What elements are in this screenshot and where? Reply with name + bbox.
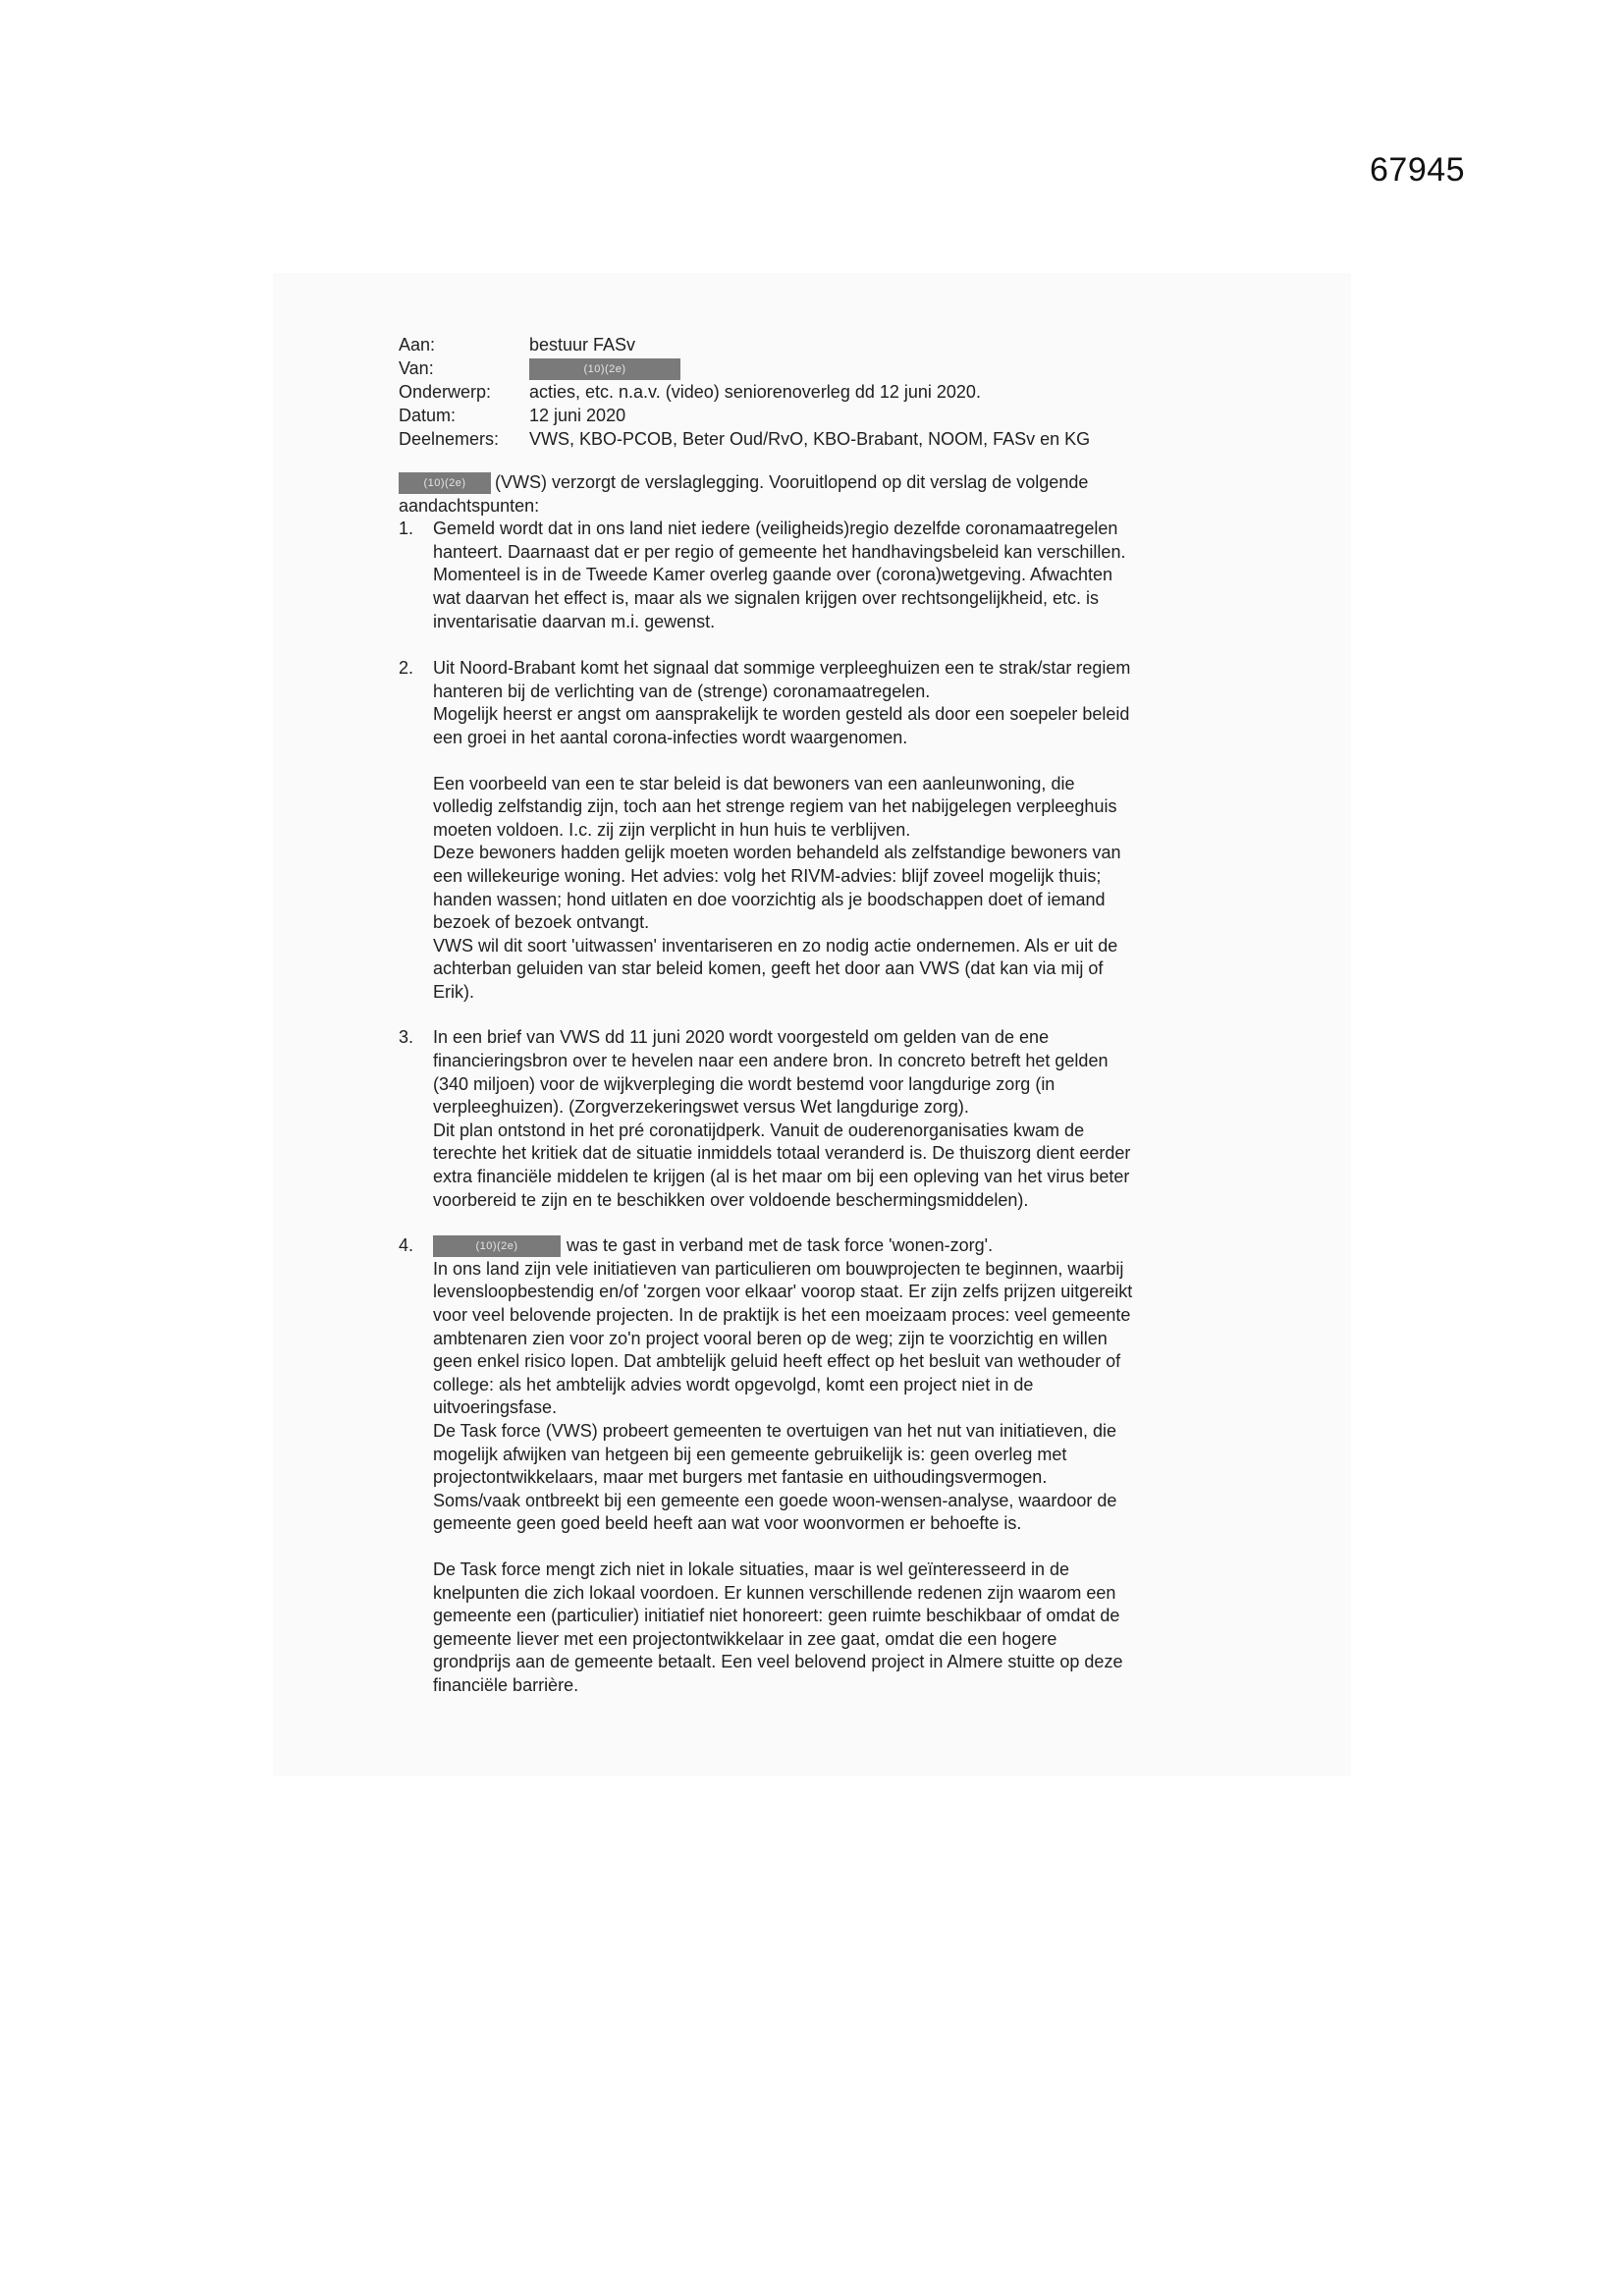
paragraph-line: Dit plan ontstond in het pré coronatijdperk. Vanuit de ouderenorganisaties kwam de [433,1120,1085,1140]
paragraph-line: moeten voldoen. I.c. zij zijn verplicht in hun huis te verblijven. [433,819,911,840]
datum-value: 12 juni 2020 [529,406,626,426]
paragraph-line: financieringsbron over te hevelen naar een andere bron. In concreto betreft het gelden [433,1051,1109,1071]
paragraph-line: verpleeghuizen). (Zorgverzekeringswet versus Wet langdurige zorg). [433,1097,969,1118]
header-row-van [399,357,1263,381]
paragraph-line: gemeente een (particulier) initiatief niet honoreert: geen ruimte beschikbaar of omdat de [433,1606,1120,1626]
intro-line [399,471,1263,495]
paragraph-line: Een voorbeeld van een te star beleid is dat bewoners van een aanleunwoning, die [433,773,1075,793]
intro-paragraph [399,471,1263,518]
paragraph-line: gemeente geen goed beeld heeft aan wat voor woonvormen er behoefte is. [433,1513,1022,1534]
list-item [399,1234,1263,1697]
paragraph-line: Erik). [433,981,474,1002]
paragraph-line: achterban geluiden van star beleid komen, geeft het door aan VWS (dat kan via mij of [433,958,1104,979]
list-item [399,1026,1263,1212]
paragraph-line: voorbereid te zijn en te beschikken over voldoende beschermingsmiddelen). [433,1189,1029,1210]
intro-text: (VWS) verzorgt de verslaglegging. Vooruitlopend op dit verslag de volgende [495,472,1089,492]
memo-content [399,334,1263,1721]
item-number: 1. [399,519,414,539]
paragraph-line: VWS wil dit soort 'uitwassen' inventariseren en zo nodig actie ondernemen. Als er uit de [433,935,1118,956]
header-row-aan [399,334,1263,357]
paragraph-line: college: als het ambtelijk advies wordt opgevolgd, komt een project niet in de [433,1374,1034,1394]
paragraph-line: gemeente liever met een projectontwikkelaar in zee gaat, omdat die een hogere [433,1628,1057,1649]
paragraph-line: mogelijk afwijken van hetgeen bij een gemeente gebruikelijk is: geen overleg met [433,1444,1067,1464]
action-points-list [399,518,1263,1697]
header-row-deelnemers [399,428,1263,452]
paragraph-line: Momenteel is in de Tweede Kamer overleg gaande over (corona)wetgeving. Afwachten [433,565,1113,585]
list-item [399,518,1263,633]
paragraph-line: een groei in het aantal corona-infecties wordt waargenomen. [433,727,908,747]
paragraph-line: voor veel belovende projecten. In de praktijk is het een moeizaam proces: veel gemeente [433,1305,1131,1325]
paragraph-line: Uit Noord-Brabant komt het signaal dat sommige verpleeghuizen een te strak/star regiem [433,658,1131,679]
sub-paragraph [433,1558,1263,1698]
paragraph-line: volledig zelfstandig zijn, toch aan het strenge regiem van het nabijgelegen verpleeghuis [433,796,1117,817]
redaction-box: (10)(2e) [399,472,491,494]
paragraph-line: grondprijs aan de gemeente betaalt. Een veel belovend project in Almere stuitte op deze [433,1652,1123,1672]
item-number: 3. [399,1027,414,1048]
paragraph-line: een willekeurige woning. Het advies: volg het RIVM-advies: blijf zoveel mogelijk thuis; [433,865,1102,886]
paragraph-line: (340 miljoen) voor de wijkverpleging die wordt bestemd voor langdurige zorg (in [433,1073,1056,1094]
intro-line: aandachtspunten: [399,495,540,516]
paragraph-line: projectontwikkelaars, maar met burgers met fantasie en uithoudingsvermogen. [433,1467,1048,1488]
paragraph-line: wat daarvan het effect is, maar als we signalen krijgen over rechtsongelijkheid, etc. is [433,587,1100,608]
paragraph-line: In ons land zijn vele initiatieven van particulieren om bouwprojecten te beginnen, waarbij [433,1258,1124,1279]
deelnemers-label: Deelnemers: [399,429,500,450]
redaction-box: (10)(2e) [433,1235,561,1257]
header-row-datum [399,405,1263,428]
paragraph-line: terechte het kritiek dat de situatie inmiddels totaal veranderd is. De thuiszorg dient eerder [433,1143,1131,1164]
paragraph-line: financiële barrière. [433,1674,579,1695]
item4-first-line: was te gast in verband met de task force 'wonen-zorg'. [567,1235,994,1256]
paragraph-line: bezoek of bezoek ontvangt. [433,912,650,933]
memo-header [399,334,1263,452]
datum-label: Datum: [399,406,457,426]
header-row-onderwerp [399,381,1263,405]
aan-label: Aan: [399,335,436,355]
paragraph-line: De Task force mengt zich niet in lokale situaties, maar is wel geïnteresseerd in de [433,1558,1069,1579]
paragraph-line: handen wassen; hond uitlaten en doe voorzichtig als je boodschappen doet of iemand [433,889,1106,909]
paragraph-line: hanteren bij de verlichting van de (strenge) coronamaatregelen. [433,681,931,701]
paragraph-line: geen enkel risico lopen. Dat ambtelijk geluid heeft effect op het besluit van wethouder of [433,1351,1121,1372]
sub-paragraph [433,773,1263,1005]
paragraph-line: Gemeld wordt dat in ons land niet iedere (veiligheids)regio dezelfde coronamaatregelen [433,519,1118,539]
paragraph-line [433,1234,1263,1258]
item-number: 2. [399,658,414,679]
onderwerp-label: Onderwerp: [399,382,492,403]
paragraph-line: levensloopbestendig en/of 'zorgen voor elkaar' voorop staat. Er zijn zelfs prijzen uitgereikt [433,1282,1133,1302]
paragraph-line: De Task force (VWS) probeert gemeenten te overtuigen van het nut van initiatieven, die [433,1420,1117,1441]
paragraph-line: ambtenaren zien voor zo'n project vooral beren op de weg; zijn te voorzichtig en willen [433,1328,1108,1348]
paragraph-line: extra financiële middelen te krijgen (al is het maar om bij een opleving van het virus beter [433,1167,1130,1187]
onderwerp-value: acties, etc. n.a.v. (video) seniorenoverleg dd 12 juni 2020. [529,382,981,403]
paragraph-line: Soms/vaak ontbreekt bij een gemeente een goede woon-wensen-analyse, waardoor de [433,1490,1117,1510]
paragraph-line: inventarisatie daarvan m.i. gewenst. [433,611,716,631]
redaction-box: (10)(2e) [529,358,680,380]
aan-value: bestuur FASv [529,335,636,355]
paragraph-line: Deze bewoners hadden gelijk moeten worden behandeld als zelfstandige bewoners van [433,843,1121,863]
paragraph-line: hanteert. Daarnaast dat er per regio of gemeente het handhavingsbeleid kan verschillen. [433,541,1126,562]
document-number: 67945 [1370,151,1466,189]
paragraph-line: uitvoeringsfase. [433,1397,558,1418]
list-item [399,657,1263,1004]
paragraph-line: In een brief van VWS dd 11 juni 2020 wordt voorgesteld om gelden van de ene [433,1027,1050,1048]
van-label: Van: [399,358,434,379]
item-number: 4. [399,1235,414,1256]
paragraph-line: Mogelijk heerst er angst om aansprakelijk te worden gesteld als door een soepeler beleid [433,704,1130,725]
paragraph-line: knelpunten die zich lokaal voordoen. Er kunnen verschillende redenen zijn waarom een [433,1582,1116,1603]
deelnemers-value: VWS, KBO-PCOB, Beter Oud/RvO, KBO-Brabant, NOOM, FASv en KG [529,429,1091,450]
